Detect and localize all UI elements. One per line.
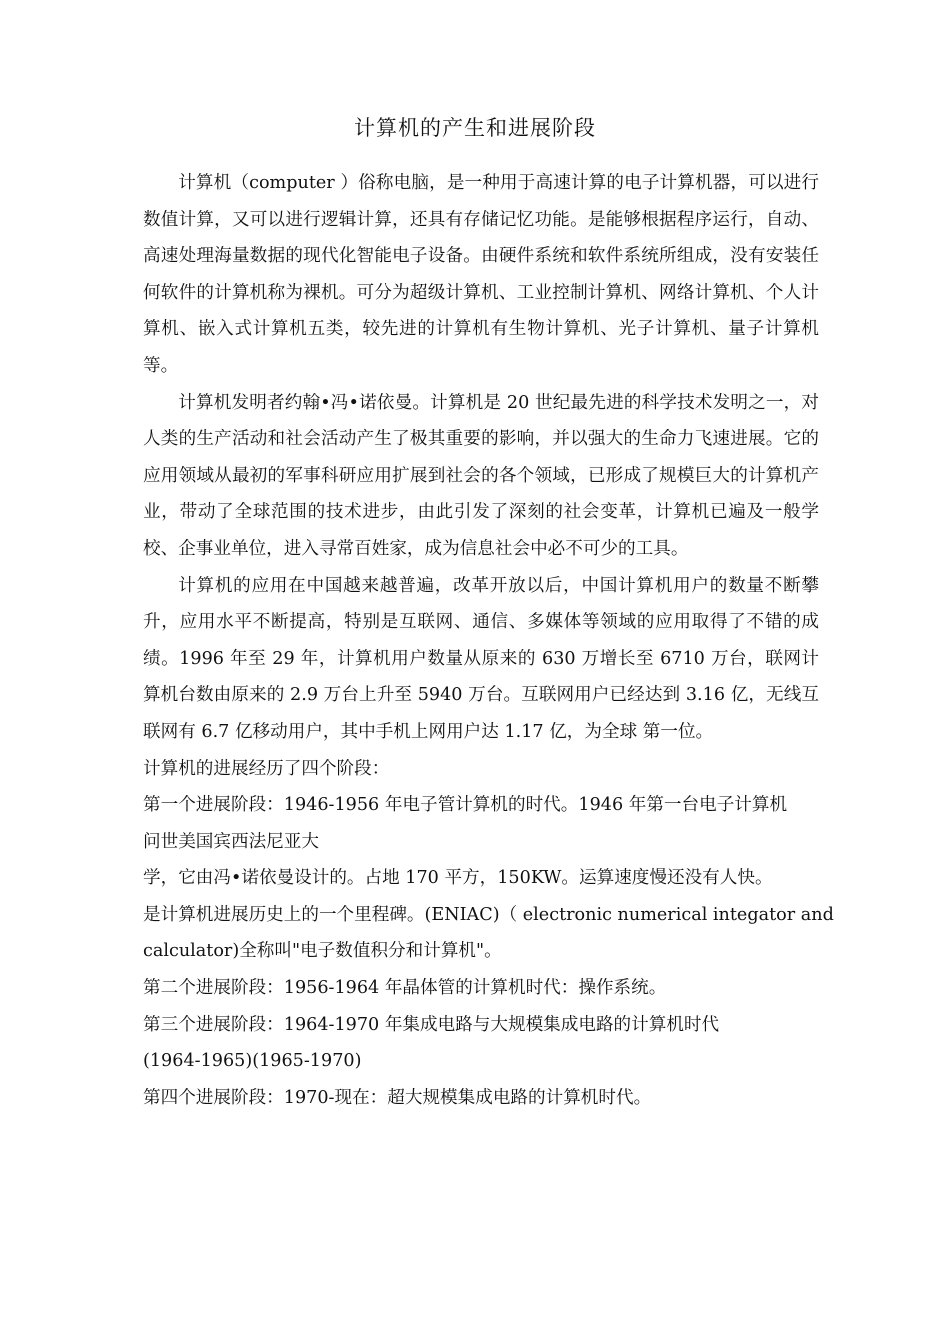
stage1-line3: 学，它由冯•诺依曼设计的。占地 170 平方，150KW。运算速度慢还没有人快。 xyxy=(143,868,773,889)
stage2-line1: 第二个进展阶段：1956-1964 年晶体管的计算机时代：操作系统。 xyxy=(143,978,667,999)
stage3-line1: 第三个进展阶段：1964-1970 年集成电路与大规模集成电路的计算机时代 xyxy=(143,1014,720,1035)
stage1-line5: calculator)全称叫"电子数值积分和计算机"。 xyxy=(143,941,502,962)
stage1-line1: 第一个进展阶段：1946-1956 年电子管计算机的时代。1946 年第一台电子计算机 xyxy=(143,795,788,816)
stage1-line2: 问世美国宾西法尼亚大 xyxy=(143,831,319,852)
paragraph-definition: 计算机（computer ）俗称电脑，是一种用于高速计算的电子计算机器，可以进行数值计算，又可以进行逻辑计算，还具有存储记忆功能。是能够根据程序运行，自动、高速处理海量数据的现代化智能电子设备。由硬件系统和软件系统所组成，没有安装任何软件的计算机称为裸机。可分为超级计算机、工业控制计算机、网络计算机、个人计算机、嵌入式计算机五类，较先进的计算机有生物计算机、光子计算机、量子计算机等。 xyxy=(143,173,819,376)
document-body xyxy=(143,165,834,1116)
page-title: 计算机的产生和进展阶段 xyxy=(354,116,596,140)
stage3-line2: (1964-1965)(1965-1970) xyxy=(143,1051,362,1072)
stages-intro: 计算机的进展经历了四个阶段： xyxy=(143,758,390,779)
paragraph-inventor: 计算机发明者约翰•冯•诺依曼。计算机是 20 世纪最先进的科学技术发明之一，对人类的生产活动和社会活动产生了极其重要的影响，并以强大的生命力飞速进展。它的应用领域从最初的军事科研应用扩展到社会的各个领域，已形成了规模巨大的计算机产业，带动了全球范围的技术进步，由此引发了深刻的社会变革，计算机已遍及一般学校、企事业单位，进入寻常百姓家，成为信息社会中必不可少的工具。 xyxy=(143,392,819,559)
stage4-line1: 第四个进展阶段：1970-现在：超大规模集成电路的计算机时代。 xyxy=(143,1087,652,1108)
stage1-line4: 是计算机进展历史上的一个里程碑。(ENIAC)（ electronic numerical integator and xyxy=(143,904,834,925)
paragraph-china-usage: 计算机的应用在中国越来越普遍，改革开放以后，中国计算机用户的数量不断攀升，应用水平不断提高，特别是互联网、通信、多媒体等领域的应用取得了不错的成绩。1996 年至 29 年，计算机用户数量从原来的 630 万增长至 6710 万台，联网计算机台数由原来的 2.9 万台上升至 5940 万台。互联网用户已经达到 3.16 亿，无线互联网有 6.7 亿移动用户，其中手机上网用户达 1.17 亿，为全球 第一位。 xyxy=(143,575,819,742)
